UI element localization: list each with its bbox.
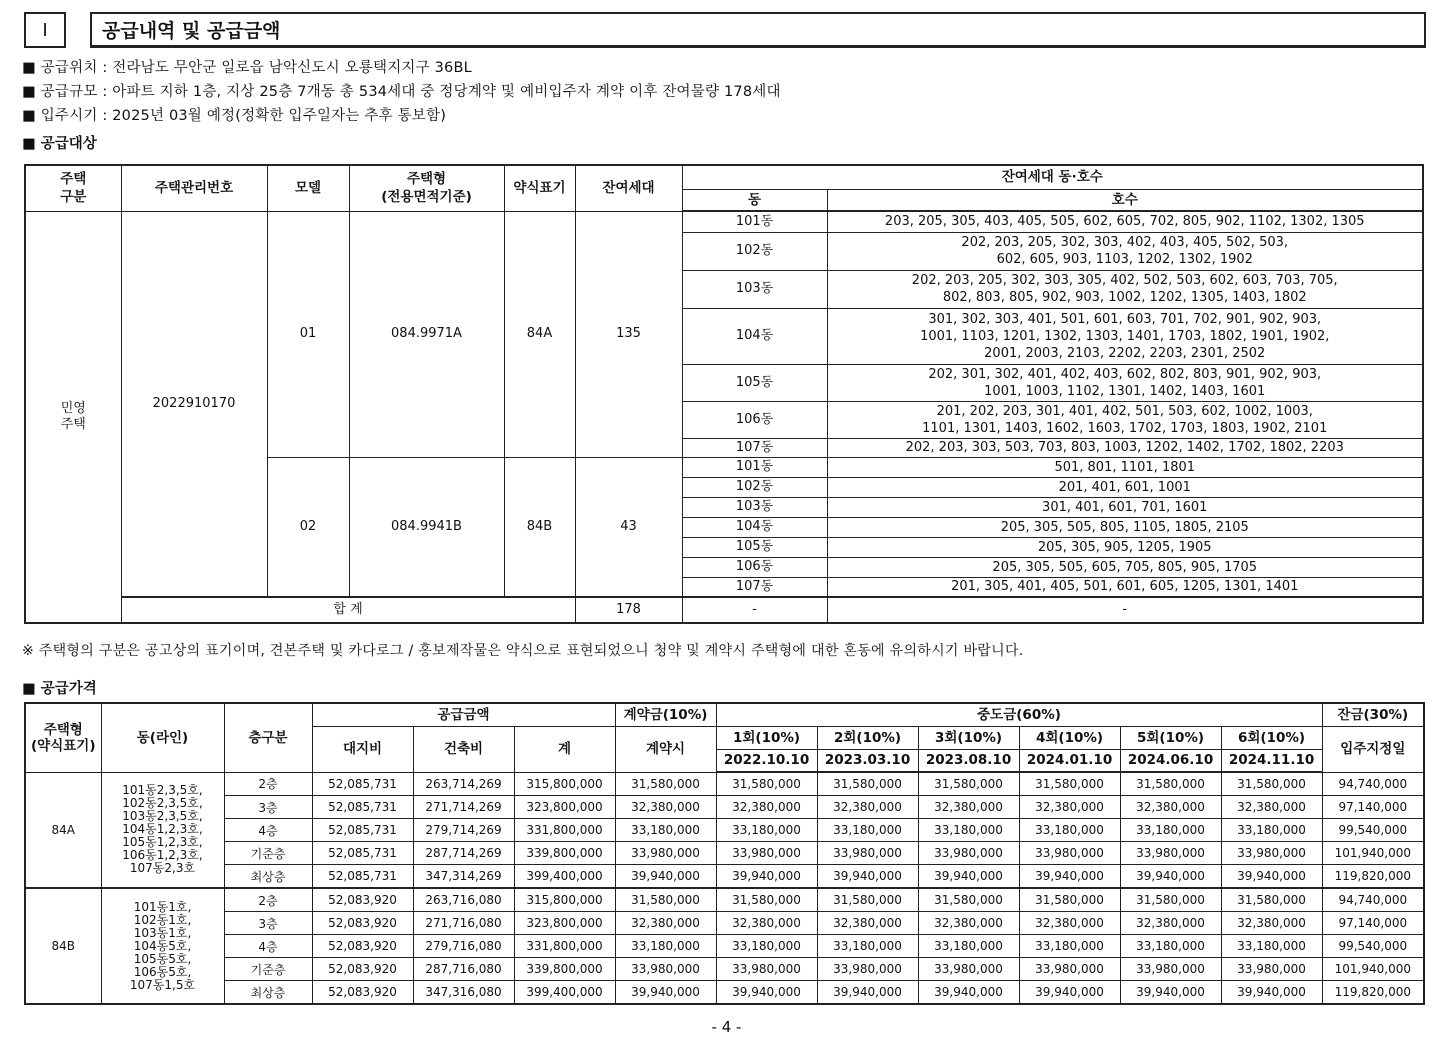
building-cell: 279,714,269: [413, 819, 514, 842]
installment-cell: 32,380,000: [1120, 912, 1221, 935]
land-cell: 52,085,731: [312, 819, 413, 842]
installment-cell: 39,940,000: [817, 865, 918, 889]
sum-cell: 331,800,000: [514, 935, 615, 958]
th-dong: 동: [682, 189, 827, 211]
sum-cell: 323,800,000: [514, 796, 615, 819]
price-row: [25, 981, 1424, 1005]
th-installment: 6회(10%): [1221, 726, 1322, 749]
short-cell: 84A: [504, 211, 575, 457]
sum-cell: 315,800,000: [514, 772, 615, 796]
price-lines-cell: 101동2,3,5호, 102동2,3,5호, 103동2,3,5호, 104동1,2,3호, 105동1,2,3호, 106동1,2,3호, 107동2,3호: [101, 772, 224, 888]
installment-cell: 32,380,000: [817, 912, 918, 935]
installment-cell: 31,580,000: [1019, 772, 1120, 796]
land-cell: 52,083,920: [312, 935, 413, 958]
installment-cell: 33,980,000: [716, 958, 817, 981]
info-move-in: ■ 입주시기 : 2025년 03월 예정(정확한 입주일자는 추후 통보함): [22, 108, 447, 124]
ho-cell: 201, 202, 203, 301, 401, 402, 501, 503, 602, 1002, 1003, 1101, 1301, 1403, 1602, 1603, 1702, 1703, 1803, 1902, 2101: [827, 401, 1423, 438]
house-type-cell: 084.9971A: [349, 211, 504, 457]
land-cell: 52,083,920: [312, 912, 413, 935]
installment-cell: 32,380,000: [1019, 912, 1120, 935]
house-type-cell: 084.9941B: [349, 457, 504, 597]
th-installment: 1회(10%): [716, 726, 817, 749]
building-cell: 347,314,269: [413, 865, 514, 889]
building-cell: 279,716,080: [413, 935, 514, 958]
building-cell: 263,714,269: [413, 772, 514, 796]
installment-cell: 33,980,000: [817, 842, 918, 865]
installment-cell: 32,380,000: [1120, 796, 1221, 819]
installment-cell: 39,940,000: [1221, 981, 1322, 1005]
ho-cell: 201, 401, 601, 1001: [827, 477, 1423, 497]
installment-cell: 33,180,000: [1120, 935, 1221, 958]
installment-cell: 33,180,000: [1019, 935, 1120, 958]
installment-cell: 33,180,000: [1019, 819, 1120, 842]
installment-cell: 33,180,000: [716, 819, 817, 842]
th-middle: 중도금(60%): [716, 703, 1322, 726]
th-balance: 잔금(30%): [1322, 703, 1424, 726]
th-sum: 계: [514, 726, 615, 772]
th-mgmt-no: 주택관리번호: [121, 165, 267, 211]
section-number: I: [24, 12, 66, 48]
ho-cell: 205, 305, 505, 605, 705, 805, 905, 1705: [827, 557, 1423, 577]
building-cell: 271,716,080: [413, 912, 514, 935]
floor-cell: 최상층: [224, 865, 312, 889]
building-cell: 287,714,269: [413, 842, 514, 865]
price-row: [25, 958, 1424, 981]
th-installment-date: 2024.01.10: [1019, 749, 1120, 772]
ho-cell: 501, 801, 1101, 1801: [827, 457, 1423, 477]
th-remaining: 잔여세대: [575, 165, 682, 211]
sum-cell: 339,800,000: [514, 958, 615, 981]
land-cell: 52,083,920: [312, 981, 413, 1005]
dong-cell: 107동: [682, 577, 827, 597]
th-installment-date: 2022.10.10: [716, 749, 817, 772]
ho-cell: 301, 401, 601, 701, 1601: [827, 497, 1423, 517]
balance-cell: 97,140,000: [1322, 912, 1424, 935]
installment-cell: 39,940,000: [716, 981, 817, 1005]
dong-cell: 107동: [682, 438, 827, 457]
installment-cell: 39,940,000: [716, 865, 817, 889]
price-lines-cell: 101동1호, 102동1호, 103동1호, 104동5호, 105동5호, 106동5호, 107동1,5호: [101, 888, 224, 1004]
price-row: [25, 865, 1424, 889]
balance-cell: 94,740,000: [1322, 772, 1424, 796]
mgmt-no-cell: 2022910170: [121, 211, 267, 597]
installment-cell: 31,580,000: [1120, 772, 1221, 796]
th-land: 대지비: [312, 726, 413, 772]
dong-cell: 106동: [682, 401, 827, 438]
installment-cell: 33,180,000: [918, 935, 1019, 958]
th-installment-date: 2024.11.10: [1221, 749, 1322, 772]
price-row: [25, 935, 1424, 958]
sum-cell: 315,800,000: [514, 888, 615, 912]
contract-cell: 33,980,000: [615, 842, 716, 865]
th-house-type: [349, 165, 504, 211]
installment-cell: 31,580,000: [1221, 888, 1322, 912]
building-cell: 287,716,080: [413, 958, 514, 981]
info-scale: ■ 공급규모 : 아파트 지하 1층, 지상 25층 7개동 총 534세대 중 정당계약 및 예비입주자 계약 이후 잔여물량 178세대: [22, 84, 781, 100]
balance-cell: 94,740,000: [1322, 888, 1424, 912]
installment-cell: 32,380,000: [716, 912, 817, 935]
ho-cell: 202, 203, 205, 302, 303, 305, 402, 502, 503, 602, 603, 703, 705, 802, 803, 805, 902, 903, 1002, 1202, 1305, 1403, 1802: [827, 270, 1423, 308]
installment-cell: 33,980,000: [1019, 958, 1120, 981]
model-cell: 01: [267, 211, 349, 457]
ho-cell: 201, 305, 401, 405, 501, 601, 605, 1205, 1301, 1401: [827, 577, 1423, 597]
th-installment-date: 2024.06.10: [1120, 749, 1221, 772]
installment-cell: 31,580,000: [918, 772, 1019, 796]
price-row: [25, 912, 1424, 935]
installment-cell: 31,580,000: [817, 888, 918, 912]
contract-cell: 39,940,000: [615, 981, 716, 1005]
th-installment-date: 2023.08.10: [918, 749, 1019, 772]
page-number: - 4 -: [711, 1018, 742, 1036]
page-title: 공급내역 및 공급금액: [90, 12, 1426, 48]
remaining-cell: 135: [575, 211, 682, 457]
balance-cell: 119,820,000: [1322, 865, 1424, 889]
th-dong-ho: 잔여세대 동·호수: [682, 165, 1423, 189]
total-dong: -: [682, 597, 827, 623]
th-floor: 층구분: [224, 703, 312, 772]
installment-cell: 31,580,000: [716, 888, 817, 912]
contract-cell: 33,180,000: [615, 819, 716, 842]
installment-cell: 31,580,000: [716, 772, 817, 796]
th-housing-type: 주택 구분: [25, 165, 121, 211]
installment-cell: 33,980,000: [1120, 842, 1221, 865]
sum-cell: 339,800,000: [514, 842, 615, 865]
total-row: [25, 597, 1423, 623]
land-cell: 52,085,731: [312, 772, 413, 796]
installment-cell: 39,940,000: [1019, 865, 1120, 889]
price-row: [25, 842, 1424, 865]
price-row: [25, 796, 1424, 819]
ho-cell: 202, 203, 205, 302, 303, 402, 403, 405, 502, 503, 602, 605, 903, 1103, 1202, 1302, 1902: [827, 232, 1423, 270]
installment-cell: 39,940,000: [1019, 981, 1120, 1005]
price-row: [25, 772, 1424, 796]
installment-cell: 32,380,000: [918, 796, 1019, 819]
short-cell: 84B: [504, 457, 575, 597]
installment-cell: 33,980,000: [1019, 842, 1120, 865]
land-cell: 52,083,920: [312, 888, 413, 912]
th-installment: 5회(10%): [1120, 726, 1221, 749]
note-text: ※ 주택형의 구분은 공고상의 표기이며, 견본주택 및 카다로그 / 홍보제작물은 약식으로 표현되었으니 청약 및 계약시 주택형에 대한 혼동에 유의하시기 바랍니다.: [22, 643, 1024, 659]
model-cell: 02: [267, 457, 349, 597]
land-cell: 52,085,731: [312, 796, 413, 819]
floor-cell: 3층: [224, 796, 312, 819]
installment-cell: 31,580,000: [1120, 888, 1221, 912]
dong-cell: 103동: [682, 270, 827, 308]
total-ho: -: [827, 597, 1423, 623]
land-cell: 52,085,731: [312, 865, 413, 889]
th-move-in: 입주지정일: [1322, 726, 1424, 772]
balance-cell: 99,540,000: [1322, 935, 1424, 958]
installment-cell: 32,380,000: [716, 796, 817, 819]
installment-cell: 33,980,000: [1120, 958, 1221, 981]
ho-cell: 301, 302, 303, 401, 501, 601, 603, 701, 702, 901, 902, 903, 1001, 1103, 1201, 1302, 1303, 1401, 1703, 1802, 1901, 1902, 2001, 2003, 2103, 2202, 2203, 2301, 2502: [827, 308, 1423, 364]
installment-cell: 31,580,000: [817, 772, 918, 796]
installment-cell: 33,980,000: [918, 842, 1019, 865]
installment-cell: 39,940,000: [918, 865, 1019, 889]
th-building: 건축비: [413, 726, 514, 772]
installment-cell: 32,380,000: [918, 912, 1019, 935]
installment-cell: 33,980,000: [918, 958, 1019, 981]
installment-cell: 32,380,000: [817, 796, 918, 819]
sum-cell: 331,800,000: [514, 819, 615, 842]
th-installment: 4회(10%): [1019, 726, 1120, 749]
supply-price-table: [24, 702, 1425, 1005]
contract-cell: 33,980,000: [615, 958, 716, 981]
building-cell: 271,714,269: [413, 796, 514, 819]
installment-cell: 32,380,000: [1019, 796, 1120, 819]
floor-cell: 4층: [224, 935, 312, 958]
installment-cell: 33,180,000: [1221, 819, 1322, 842]
installment-cell: 39,940,000: [1120, 865, 1221, 889]
dong-cell: 106동: [682, 557, 827, 577]
dong-cell: 105동: [682, 537, 827, 557]
housing-type-cell: 민영 주택: [25, 211, 121, 623]
balance-cell: 97,140,000: [1322, 796, 1424, 819]
installment-cell: 39,940,000: [817, 981, 918, 1005]
installment-cell: 32,380,000: [1221, 796, 1322, 819]
floor-cell: 2층: [224, 772, 312, 796]
th-dong-line: 동(라인): [101, 703, 224, 772]
th-contract-time: 계약시: [615, 726, 716, 772]
installment-cell: 33,180,000: [817, 935, 918, 958]
dong-cell: 104동: [682, 517, 827, 537]
th-contract: 계약금(10%): [615, 703, 716, 726]
balance-cell: 119,820,000: [1322, 981, 1424, 1005]
balance-cell: 101,940,000: [1322, 958, 1424, 981]
th-installment: 2회(10%): [817, 726, 918, 749]
price-header-row: [25, 703, 1424, 726]
th-supply-amount: 공급금액: [312, 703, 615, 726]
ho-cell: 205, 305, 905, 1205, 1905: [827, 537, 1423, 557]
price-row: [25, 819, 1424, 842]
installment-cell: 33,180,000: [918, 819, 1019, 842]
supply-target-table: [24, 164, 1424, 624]
installment-cell: 39,940,000: [1221, 865, 1322, 889]
building-cell: 347,316,080: [413, 981, 514, 1005]
price-row: [25, 888, 1424, 912]
ho-cell: 202, 203, 303, 503, 703, 803, 1003, 1202, 1402, 1702, 1802, 2203: [827, 438, 1423, 457]
contract-cell: 31,580,000: [615, 888, 716, 912]
building-cell: 263,716,080: [413, 888, 514, 912]
contract-cell: 33,180,000: [615, 935, 716, 958]
th-type: 주택형 (약식표기): [25, 703, 101, 772]
sum-cell: 323,800,000: [514, 912, 615, 935]
installment-cell: 33,180,000: [817, 819, 918, 842]
installment-cell: 32,380,000: [1221, 912, 1322, 935]
th-installment: 3회(10%): [918, 726, 1019, 749]
contract-cell: 32,380,000: [615, 912, 716, 935]
floor-cell: 기준층: [224, 958, 312, 981]
floor-cell: 최상층: [224, 981, 312, 1005]
th-house-type-label: 주택형: [406, 171, 447, 188]
price-type-cell: 84A: [25, 772, 101, 888]
installment-cell: 39,940,000: [1120, 981, 1221, 1005]
th-short: 약식표기: [504, 165, 575, 211]
installment-cell: 33,180,000: [716, 935, 817, 958]
th-ho: 호수: [827, 189, 1423, 211]
total-remaining: 178: [575, 597, 682, 623]
ho-cell: 205, 305, 505, 805, 1105, 1805, 2105: [827, 517, 1423, 537]
balance-cell: 99,540,000: [1322, 819, 1424, 842]
ho-cell: 202, 301, 302, 401, 402, 403, 602, 802, 803, 901, 902, 903, 1001, 1003, 1102, 1301, 1402, 1403, 1601: [827, 364, 1423, 401]
floor-cell: 2층: [224, 888, 312, 912]
installment-cell: 31,580,000: [1221, 772, 1322, 796]
land-cell: 52,083,920: [312, 958, 413, 981]
contract-cell: 32,380,000: [615, 796, 716, 819]
floor-cell: 3층: [224, 912, 312, 935]
floor-cell: 기준층: [224, 842, 312, 865]
price-type-cell: 84B: [25, 888, 101, 1004]
dong-cell: 101동: [682, 211, 827, 232]
ho-cell: 203, 205, 305, 403, 405, 505, 602, 605, 702, 805, 902, 1102, 1302, 1305: [827, 211, 1423, 232]
th-model: 모델: [267, 165, 349, 211]
installment-cell: 33,180,000: [1221, 935, 1322, 958]
installment-cell: 33,980,000: [716, 842, 817, 865]
info-location: ■ 공급위치 : 전라남도 무안군 일로읍 남악신도시 오룡택지지구 36BL: [22, 60, 472, 76]
installment-cell: 33,980,000: [817, 958, 918, 981]
installment-cell: 39,940,000: [918, 981, 1019, 1005]
installment-cell: 31,580,000: [918, 888, 1019, 912]
supply-target-title: ■ 공급대상: [22, 136, 97, 152]
installment-cell: 31,580,000: [1019, 888, 1120, 912]
total-label: 합 계: [121, 597, 575, 623]
dong-cell: 105동: [682, 364, 827, 401]
contract-cell: 39,940,000: [615, 865, 716, 889]
dong-cell: 101동: [682, 457, 827, 477]
installment-cell: 33,980,000: [1221, 842, 1322, 865]
contract-cell: 31,580,000: [615, 772, 716, 796]
remaining-cell: 43: [575, 457, 682, 597]
supply-price-title: ■ 공급가격: [22, 681, 97, 697]
installment-cell: 33,180,000: [1120, 819, 1221, 842]
floor-cell: 4층: [224, 819, 312, 842]
target-row: [25, 211, 1423, 232]
dong-cell: 104동: [682, 308, 827, 364]
dong-cell: 103동: [682, 497, 827, 517]
sum-cell: 399,400,000: [514, 981, 615, 1005]
sum-cell: 399,400,000: [514, 865, 615, 889]
installment-cell: 33,980,000: [1221, 958, 1322, 981]
dong-cell: 102동: [682, 232, 827, 270]
th-house-type-sub: (전용면적기준): [381, 189, 472, 206]
balance-cell: 101,940,000: [1322, 842, 1424, 865]
land-cell: 52,085,731: [312, 842, 413, 865]
th-installment-date: 2023.03.10: [817, 749, 918, 772]
dong-cell: 102동: [682, 477, 827, 497]
